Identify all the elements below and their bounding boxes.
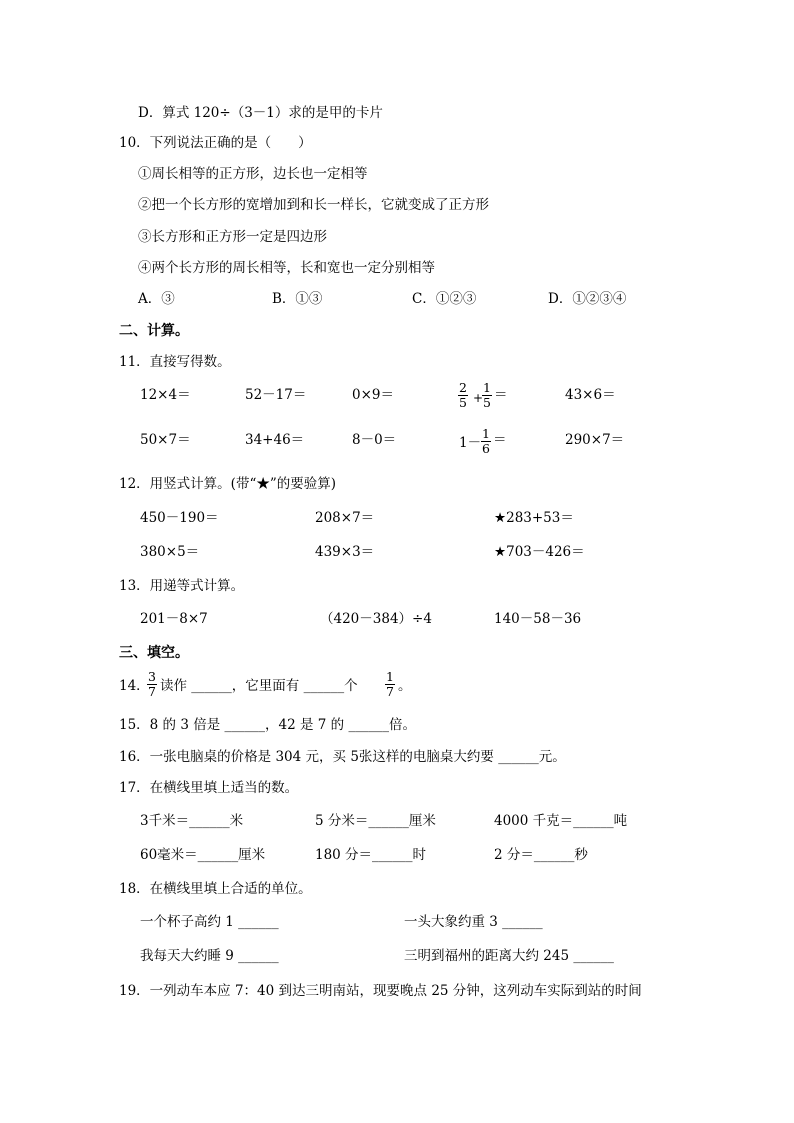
q10-statement-1: ①周长相等的正方形，边长也一定相等 [138,166,368,182]
q18-item: 三明到福州的距离大约 245 ______ [404,948,614,964]
q10-option-d: D．①②③④ [548,291,627,307]
q18-item: 一个杯子高约 1 ______ [140,914,279,930]
fraction [458,381,468,410]
q14-number: 14． [119,678,150,694]
q17-item: 60毫米＝______厘米 [140,847,266,863]
numerator: 3 [148,669,156,684]
q13-item: 140－58－36 [494,611,582,627]
q11-item: 43×6＝ [565,387,616,403]
q11-item: 12×4＝ [140,387,191,403]
minuend: 1－ [459,435,482,451]
q11-item: 52－17＝ [245,387,307,403]
fraction [482,381,492,410]
q18-item: 我每天大约睡 9 ______ [140,948,279,964]
q13-item: （420－384）÷4 [320,611,432,627]
q10-option-c: C．①②③ [412,291,477,307]
q19: 19．一列动车本应 7：40 到达三明南站，现要晚点 25 分钟，这列动车实际到站的时间 [119,983,642,999]
q11-item: 290×7＝ [565,432,625,448]
q11-item: 34+46＝ [245,432,305,448]
numerator: 1 [483,380,491,395]
q10-stem: 10．下列说法正确的是（ ） [119,135,312,151]
q10-option-b: B．①③ [272,291,323,307]
equals-sign: ＝ [493,432,507,448]
denominator: 7 [386,684,394,699]
denominator: 7 [148,684,156,699]
fraction [385,670,395,699]
section-3-heading: 三、填空。 [119,645,189,661]
q10-statement-2: ②把一个长方形的宽增加到和长一样长，它就变成了正方形 [138,197,489,213]
q12-item: 208×7＝ [315,510,375,526]
q12-stem: 12．用竖式计算。(带“★”的要验算) [119,476,337,492]
q9-option-d: D．算式 120÷（3－1）求的是甲的卡片 [138,105,383,121]
q10-option-a: A．③ [138,291,175,307]
numerator: 2 [459,380,467,395]
q17-item: 180 分＝______时 [315,847,427,863]
q14-end: 。 [398,678,412,694]
q17-item: 4000 千克＝______吨 [494,813,628,829]
q16: 16．一张电脑桌的价格是 304 元，买 5张这样的电脑桌大约要 ______元。 [119,749,566,765]
q12-item: ★283+53＝ [494,510,574,526]
q11-item: 0×9＝ [352,387,394,403]
q12-item: 439×3＝ [315,544,375,560]
denominator: 5 [483,395,491,410]
q13-stem: 13．用递等式计算。 [119,578,245,594]
q17-stem: 17．在横线里填上适当的数。 [119,780,299,796]
denominator: 6 [482,441,490,456]
q11-item: 50×7＝ [140,432,191,448]
plus-sign: + [473,391,484,405]
denominator: 5 [459,395,467,410]
q18-stem: 18．在横线里填上合适的单位。 [119,881,312,897]
q12-item: 380×5＝ [140,544,200,560]
q14-text: 读作 ______，它里面有 ______个 [160,678,358,694]
q12-item: ★703－426＝ [494,544,585,560]
equals-sign: ＝ [494,387,508,403]
fraction [481,427,491,456]
q15: 15．8 的 3 倍是 ______，42 是 7 的 ______倍。 [119,717,416,733]
numerator: 1 [482,426,490,441]
q10-statement-3: ③长方形和正方形一定是四边形 [138,229,327,245]
fraction [147,670,157,699]
section-2-heading: 二、计算。 [119,323,189,339]
q17-item: 5 分米＝______厘米 [315,813,436,829]
q18-item: 一头大象约重 3 ______ [404,914,543,930]
q11-stem: 11．直接写得数。 [119,354,231,370]
q13-item: 201－8×7 [140,611,208,627]
q17-item: 2 分＝______秒 [494,847,588,863]
q17-item: 3千米＝______米 [140,813,244,829]
q12-item: 450－190＝ [140,510,219,526]
q10-statement-4: ④两个长方形的周长相等，长和宽也一定分别相等 [138,260,435,276]
numerator: 1 [386,669,394,684]
q11-item: 8－0＝ [352,432,397,448]
